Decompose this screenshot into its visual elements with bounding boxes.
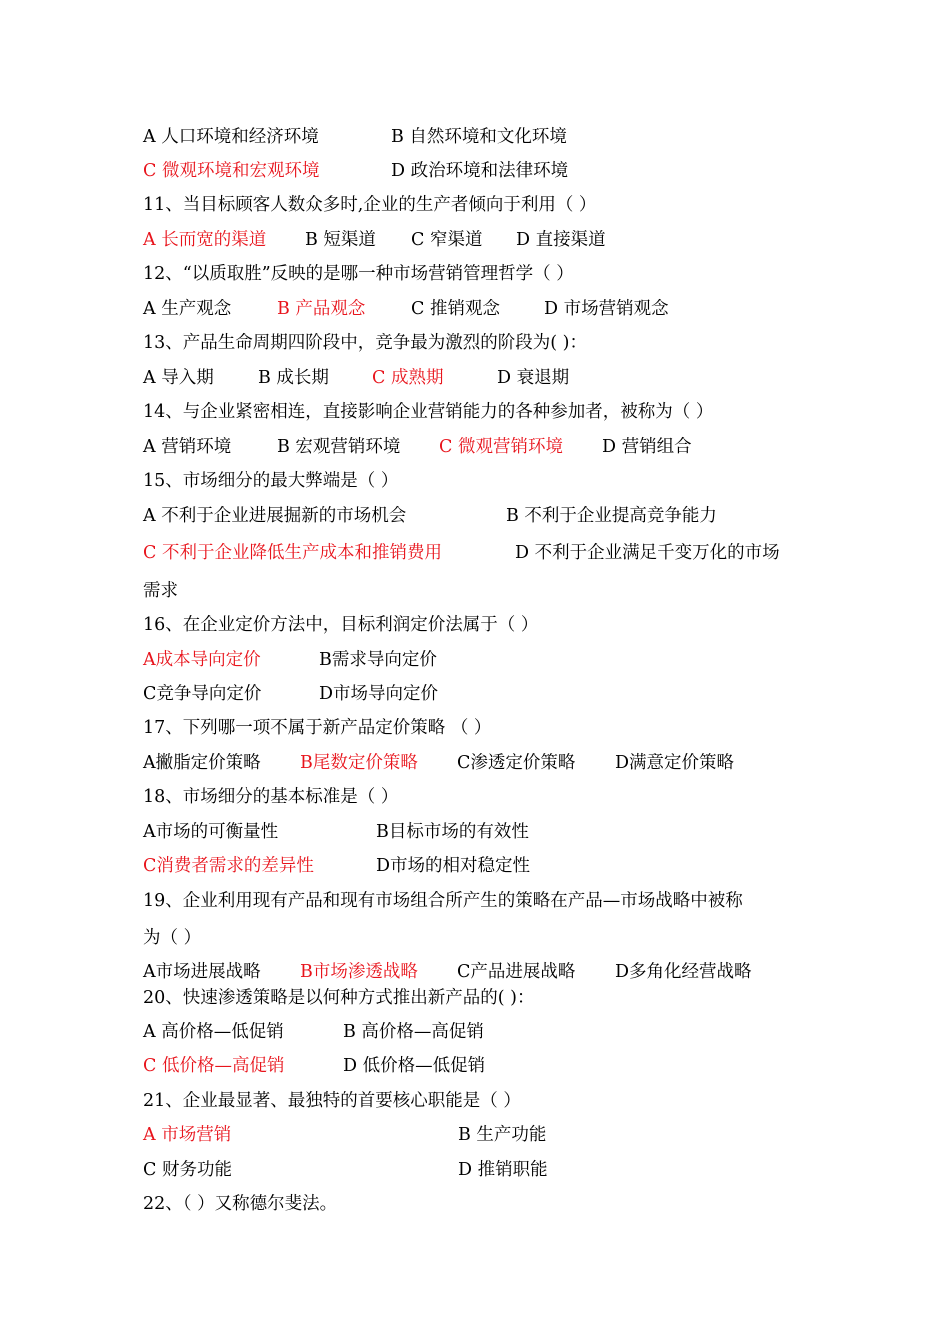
option-b-answer: B市场渗透战略 bbox=[300, 962, 418, 982]
option-c-answer: C 不利于企业降低生产成本和推销费用 bbox=[143, 543, 442, 563]
question-text: 11、当目标顾客人数众多时,企业的生产者倾向于利用（ ） bbox=[143, 195, 597, 215]
question-text: 17、下列哪一项不属于新产品定价策略 （ ） bbox=[143, 718, 492, 738]
option-a: A市场的可衡量性 bbox=[143, 822, 279, 842]
option-d: D 营销组合 bbox=[602, 437, 692, 457]
option-a: A 营销环境 bbox=[143, 437, 232, 457]
option-a-answer: A成本导向定价 bbox=[143, 650, 261, 670]
question-text: 15、市场细分的最大弊端是（ ） bbox=[143, 471, 399, 491]
option-b: B 不利于企业提高竞争能力 bbox=[506, 506, 717, 526]
option-d: D 低价格—低促销 bbox=[343, 1056, 486, 1076]
option-c: C产品进展战略 bbox=[457, 962, 576, 982]
question-text: 13、产品生命周期四阶段中，竞争最为激烈的阶段为( )： bbox=[143, 333, 587, 353]
option-d: D满意定价策略 bbox=[615, 753, 735, 773]
option-d: D市场导向定价 bbox=[319, 684, 439, 704]
option-b: B 自然环境和文化环境 bbox=[391, 127, 567, 147]
option-d: D 政治环境和法律环境 bbox=[391, 161, 569, 181]
option-c-answer: C 微观环境和宏观环境 bbox=[143, 161, 320, 181]
question-text: 14、与企业紧密相连，直接影响企业营销能力的各种参加者，被称为（ ） bbox=[143, 402, 714, 422]
question-text: 19、企业利用现有产品和现有市场组合所产生的策略在产品—市场战略中被称 bbox=[143, 891, 743, 911]
option-d: D多角化经营战略 bbox=[615, 962, 752, 982]
option-d: D 衰退期 bbox=[497, 368, 570, 388]
option-a: A撇脂定价策略 bbox=[143, 753, 261, 773]
option-b-answer: B 产品观念 bbox=[277, 299, 366, 319]
option-a: A 人口环境和经济环境 bbox=[143, 127, 319, 147]
question-text: 12、“以质取胜”反映的是哪一种市场营销管理哲学（ ） bbox=[143, 264, 574, 284]
question-text: 16、在企业定价方法中，目标利润定价法属于（ ） bbox=[143, 615, 539, 635]
option-d: D 推销职能 bbox=[458, 1160, 548, 1180]
option-a-answer: A 长而宽的渠道 bbox=[143, 230, 267, 250]
question-text: 18、市场细分的基本标准是（ ） bbox=[143, 787, 399, 807]
option-d: D市场的相对稳定性 bbox=[376, 856, 531, 876]
option-a: A 生产观念 bbox=[143, 299, 232, 319]
option-a: A 不利于企业进展掘新的市场机会 bbox=[143, 506, 407, 526]
option-b: B需求导向定价 bbox=[319, 650, 437, 670]
option-b: B 高价格—高促销 bbox=[343, 1022, 484, 1042]
option-c-answer: C消费者需求的差异性 bbox=[143, 856, 314, 876]
option-b: B 生产功能 bbox=[458, 1125, 547, 1145]
option-b: B目标市场的有效性 bbox=[376, 822, 529, 842]
option-a-answer: A 市场营销 bbox=[143, 1125, 232, 1145]
option-c: C渗透定价策略 bbox=[457, 753, 576, 773]
question-text: 22、（ ）又称德尔斐法。 bbox=[143, 1194, 338, 1214]
option-d: D 市场营销观念 bbox=[544, 299, 669, 319]
continuation-text: 为（ ） bbox=[143, 928, 202, 948]
question-text: 21、企业最显著、最独特的首要核心职能是（ ） bbox=[143, 1091, 521, 1111]
option-d: D 不利于企业满足千变万化的市场 bbox=[515, 543, 780, 563]
option-a: A 导入期 bbox=[143, 368, 214, 388]
option-c-answer: C 成熟期 bbox=[372, 368, 444, 388]
option-b-answer: B尾数定价策略 bbox=[300, 753, 418, 773]
option-b: B 短渠道 bbox=[305, 230, 376, 250]
option-d: D 直接渠道 bbox=[516, 230, 606, 250]
option-a: A 高价格—低促销 bbox=[143, 1022, 284, 1042]
option-c-answer: C 微观营销环境 bbox=[439, 437, 563, 457]
option-b: B 成长期 bbox=[258, 368, 329, 388]
option-c: C竞争导向定价 bbox=[143, 684, 262, 704]
option-c-answer: C 低价格—高促销 bbox=[143, 1056, 285, 1076]
option-c: C 推销观念 bbox=[411, 299, 500, 319]
continuation-text: 需求 bbox=[143, 581, 178, 601]
question-text: 20、快速渗透策略是以何种方式推出新产品的( )： bbox=[143, 988, 535, 1008]
option-c: C 财务功能 bbox=[143, 1160, 232, 1180]
option-a: A市场进展战略 bbox=[143, 962, 261, 982]
option-c: C 窄渠道 bbox=[411, 230, 483, 250]
option-b: B 宏观营销环境 bbox=[277, 437, 401, 457]
